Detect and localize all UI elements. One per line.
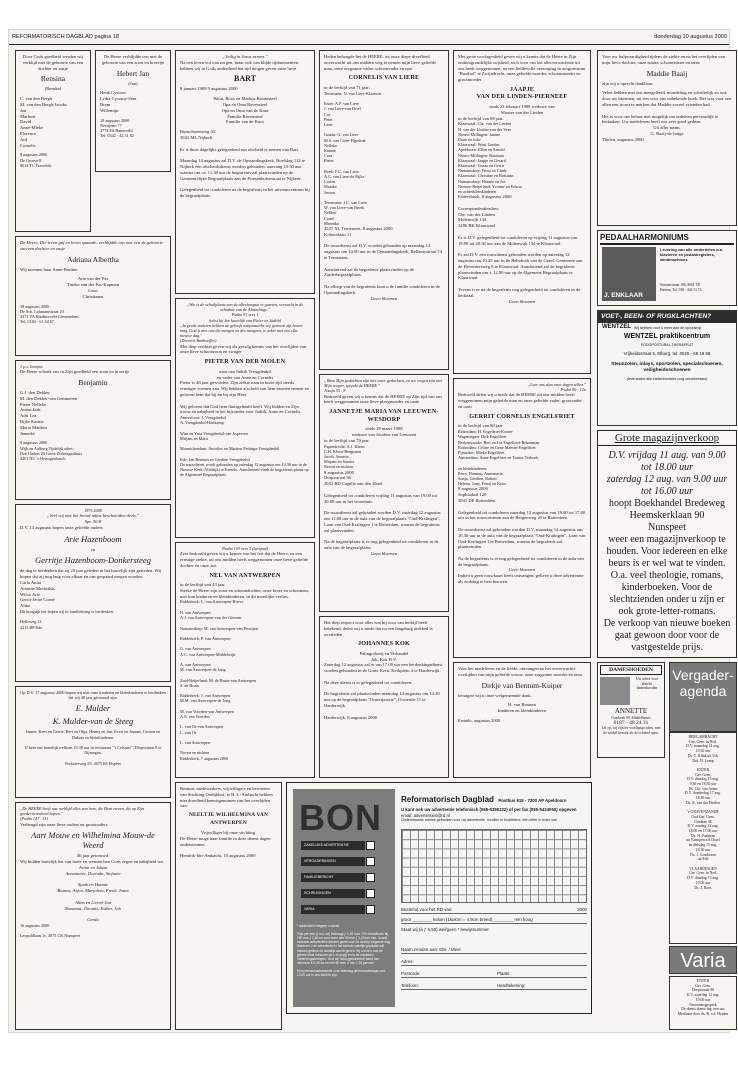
ad-address: Vrijheidsstraat 6, Elburg, tel. 0525 - 69 19 59 [623,351,711,357]
obituary-jaapje-van-der-linden [453,50,591,374]
announcement-family: C. van den Bergh M. van den Bergh-Jacobs Jan Marleen David Anne-Mieke Florence Ard Cornelis [20,96,67,148]
ad-line-4: tot 16.00 uur [641,486,693,497]
obituary-name: JANNETJE MARIA VAN LEEUWEN-WESDORP [329,408,439,423]
obituary-name: PIETER VAN DER MOLEN [204,358,286,366]
page-header [9,30,729,45]
obituary-verse: „Leer ons alzo onze dagen tellen." Psalm 90 : 12a [527,382,586,393]
varia-header [669,946,737,974]
coupon-title: Reformatorisch Dagblad [401,795,494,804]
obituary-name: JOHANNES KOK [357,640,411,648]
obituary-name: BART [234,74,256,84]
ad-name: ANNETTE [614,707,648,715]
announcement-family: G.J. den Dekker M. den Dekker-van Gemmeren Pieter Nelleke Anton Izak Adri Lea Bijke Karina Maria Matthea Janneke [20,390,78,436]
coupon-question-date[interactable] [401,907,587,914]
anniversary-body: Wij bidden hartelijk het van harte en wensen hen Gods zegen en nabijheid toe. [20,859,165,865]
advertisement-order-coupon [286,782,592,1014]
obituary-intro: Bedroefd geven wij u kennis dat de HEERE op Zijn tijd van ons heeft weggenomen onze lieve pleegmoeder en tante [324,393,443,405]
obituary-body: Pieter is 46 jaar geworden. Zijn ziekte nam in korte tijd steeds ernstiger vormen aan. Wij hebben afscheid van hem moeten nemen en geloven hem dat hij nu bij zijn Heer. Wij geloven dat God hem thuisgehaald heeft. Wij bidden en Zijn troost en nabijheid in het bijzonder voor Judith, Anne en Cornelis. [180,380,309,415]
obituary-verse-2: „In geede vaderen hebben de geloofs tempiasterks wij getroost zijt boven mag. God is met ons die morgen en des morgens, te zeker met ons elke nieuwe dag." (Dietrich Bonhoeffer) [180,322,303,344]
obituary-end: De rouwdienst wordt gehouden op zaterdag 12 augustus om 10.30 uur in de Nieuwe Kerk (Voldrijk) te Ermelo. Aansluitend vindt de begrafenis plaats op de Algemene Begraafplaats. [180,461,309,478]
ad-brand: J. ENKLAAR [604,292,644,300]
obituary-intro: Het diep respect voor alles wat hij voor ons bedrijf heeft betekend, delen wij u mede dat na een langdurig ziekbed is overleden [324,620,433,637]
coupon-question-size[interactable]: groot ________ kolom (1kolom = 4.9cm breed) ________ mm hoog [401,917,587,924]
coupon-question-year: 2000 [577,907,587,912]
coupon-bon-word: BON [299,797,382,838]
obituary-family: Wout, Roos en Mathijs Ravensteel Opa en Oma Ravensteel Opa en Oma van de Knot Familie Ravensteel Familie van de Knot [213,96,277,125]
obituary-sub: sinds 23 februari 1988 weduwe van Wouter van der Linden [489,103,555,115]
anniversary-name-2: K. Mulder-van de Steeg [52,716,134,727]
thanks-name: Maddie Baaij [646,68,688,78]
thanks-family: H. van Bentum kinderen en kleinkinderen [498,702,546,714]
ad-note: Let op, wij zijn ter voorlopige adres, met de winkel bezoek als de ochtend open. [601,726,661,735]
coupon-signature-label: Handtekening: [497,983,526,988]
coupon-email: email: advertenties@rd.nl [401,812,450,818]
obituary-verse: „Veilig in Jezus armen." [222,54,268,59]
obituary-end: Geen bloemen [508,298,536,304]
obituary-family: Amersfoort: J. Vreugdenhil A. Vreugdenhil-Hartkamp Wim en Yma Vreugdenhil-van Aspersen Mirjam en Marti Monnickendam: Ansolies en Martien Pettinga-Vreugdenhil Ede: Jan Bentum en Gerdine Vreugdenhil [180,415,280,462]
ad-line-1: D.V. vrijdag 11 aug. van 9.00 [608,450,726,461]
ad-line-2: tot 18.00 uur [641,462,693,473]
ad-line: PODOPOSTURAL THERAPEUT [640,342,694,347]
anniversary-name-2: Gerritje Hazenboom-Donkersteeg [35,555,151,566]
obituary-intro: Zeer bedroefd geven wij u kennis van het feit dat de Heere, na een ernstige ziekte, uit ons midden heeft weggenomen onze lieve geliefde dochter en onze zus [180,551,309,568]
anniversary-end: Dit hoogtijk het hopen wij in familiekring te herdenken. Holleweg 21 4213 BP Ede [20,608,114,630]
anniversary-sub: 40 jaar getrouwd. [76,853,110,859]
obituary-age: in de leeftijd van 80 jaar. [458,423,504,429]
coupon-option-label: SCHRIJVINGEN [301,889,365,898]
obituary-body: Pattershoek, 8 augustus 2000 Correspondentieadres: Chr. van der Linden Molenwijk 134 3286 BK Klaaswaal Er is D.V. gelegenheid tot condoleren op vrijdag 11 augustus van 19.00 tot 20.30 uur aan de Molenwijk 134 te Klaaswaal. Er zal D.V. een rouwdienst gehouden worden op zaterdag 12 augustus om 10.45 uur in de Rehoboth van de Geref. Gemeente aan de Hoveniersweg 8 te Klaaswaal. Aansluitend zal de begrafenis plaatsvinden om ± 12.00 uur op de Algemene Begraafplaats te Klaaswaal. Tevens is er na de begrafenis nog gelegenheid tot condoleren in de kerkzaal. [458,194,583,298]
obituary-sub: man van Judith Vreugdenhil en vader van Anne en Cornelis [216,368,274,380]
coupon-option-checkbox[interactable] [366,905,375,914]
varia-header-vergader [669,662,737,732]
ad-sub: Wij hebben voor u meer dan de oplossing! [634,325,702,330]
obituary-body: Sterke de Heere zijn zoon en schoondochter, onze broer en schoonzus, met hun kinderen en kleinkinderen, in dit moeilijke verlies. [180,587,310,599]
coupon-postbus: Postbus 615 - 7300 AP Apeldoorn [498,798,567,803]
obituary-body: 8 augustus 2000 Sophiadaal 120 3041 DE Rotterdam Gelegenheid tot condoleren zaterdag 12 augustus van 18.00 tot 17.00 uur in het rouwcentrum aan de Bergenweg 20 te Rotterdam. De rouwdienst zal gehouden worden D.V. maandag 14 augustus om 10.30 uur in de aula van de begraafplaats "Oud-Kralingen", Laan van Oud-Kralingen 1 te Rotterdam, waarna de begrafenis zal plaatsvinden. Na de begrafenis is er nog gelegenheid tot condoleren in de aula van de begraafplaats. [458,486,586,567]
ad-sub: Uw adres voor [635,677,659,681]
ad-line-7: Nunspeet [648,522,686,533]
coupon-phone-label: Telefoon: [401,983,419,988]
ad-text: Steunzolen, inlays, sportzolen, specialschoenen, veiligheidsschoenen [611,361,723,373]
newspaper-page [9,30,734,1032]
obituary-age: in de leeftijd van 71 jaar. [324,84,370,90]
ad-title: PEDAALHARMONIUMS [600,233,734,245]
obituary-pieter-van-der-molen [175,298,315,538]
obituary-age: in de leeftijd van 79 jaar. [324,437,370,443]
varia-title-2: Varia [680,950,726,972]
announcement-subname: (Renske) [44,86,62,92]
coupon-option-checkbox[interactable] [366,873,375,882]
ad-address: Oosthoek 90, Middelharnis [611,716,651,720]
obituary-cornelis-van-liere [319,50,449,370]
thanks-sub: zijn wij u oprecht dankbaar. [602,80,654,86]
anniversary-years: 1975 2000 [84,508,102,513]
anniversary-intro: Op D.V. 17 augustus 2000 hopen wij met onze kinderen en kleinkinderen te herdenken dat wij 40 jaar getrouwd zijn. [20,690,166,701]
coupon-option-checkbox[interactable] [366,889,375,898]
anniversary-children: Arina en Johan Annemarie, Dorinda, Stefanie Sjaak en Hannie Bianca, Arjen, Marjolein, Freek, Janet Allen en Gerrit-Jan Rozanna, Theunis, Esther, Job Gerda [57,865,129,923]
header-left: REFORMATORISCH DAGBLAD pagina 18 [12,34,120,40]
announcement-date: 8 augustus 2000 De Groeve 8 8014 TC Frawelds [20,152,52,168]
announcement-subname: Wij noemen haar Anne-Bertine. [20,266,79,272]
coupon-option-label: FAMILIEBERICHT [301,873,365,882]
announcement-date: 18 augustus 2000 De Sch. Lokmantstraat 20 3371 VA Hardinxveld-Giessendam Tel. 0184 - 61 44 67 [20,303,79,325]
birth-announcement-benjamin [15,360,171,500]
coupon-right-panel [401,789,587,988]
thanks-dirkje-van-bentum [453,662,591,778]
obituary-intro: Na een leven vol van zorgen, maar ook van blijde tijdmomenten, hebben wij in Gods ondertheid het tijd mogen geven onze lieve [180,59,300,71]
obituary-intro: Heden behaagde het de HEERE, tot onze diepe droefheid, onverwacht uit ons midden weg te nemen mijn lieve geliefde man, onze zorgzame vader, schoonvader en opa [324,54,437,71]
obituary-body: Bunschotenweg 63 3941 ML Nijkerk Er is thuis dagelijks gelegenheid om afscheid te nemen van Bart. Maandag 14 augustus zal D.V. de Opstandingskerk, Hoefslag 112 te Nijkerk een afscheidsdienst worden gehouden, aanvang 10.30 uur, waarna om ca. 11.30 uur de begrafenis zal plaatsvinden op de Gemeentelijke Begraafplaats aan de Prinsenhofsestraat te Nijkerk. Gelegenheid tot condoleren na de begrafenis in het uitvaartcentrum bij de begraafplaats. [180,129,310,198]
coupon-option-label: VERGADERINGEN [301,857,365,866]
ad-phone: 0187 - 48 24 31 [613,719,649,726]
obituary-body: 8 augustus 2000 Dorpsstraat 36 2952 BD Capelle aan den IJssel Gelegenheid tot condoleren vrijdag 11 augustus van 19.00 tot 20.00 uur in het woonhuis. De rouwdienst zal gehouden worden D.V. zaterdag 12 augustus om 11.00 uur in de aula van de begraafplaats "Oud-Kralingen", Laan van Oud-Kralingen 1 te Rotterdam, waarna de begrafenis zal plaatsvinden. Na de begraafplaats is er nog gelegenheid tot condoleren in de aula van de begraafplaats. [324,469,441,550]
ad-pedaalharmoniums [597,230,737,306]
coupon-field-name[interactable]: Naam zenden aan: Dhr. / Mevr. [401,947,587,954]
thanks-end: Tholen, augustus 2000 [602,136,644,142]
vergader-agenda-list [669,732,737,944]
varia-list [669,976,737,1030]
obituary-name: JAAPJE VAN DER LINDEN-PIERNEEF [476,85,568,101]
vergader-agenda-body: BERGAMBACHT Ger. Gem. in Ned. D.V. maandag 14 aug. 19.30 uur Ds. Y. Klink uit Urk Drd. H. Lemp ENTER Ger. Gem. D.V. dinsdag 15 aug. 9.30 en 18.30 uur Ds. Chr. van Aalen D.V. donderdag 17 aug. 18.30 uur Ds. R. van der Heiden 's-GRAVENZANDE Oud Ger. Gem. Ganlaan 48 D.V. zondag 13 aug. 18.00 en 17.00 uur Ds. H. Paalman uit Krimpen a/d IJssel en dinsdag 15 aug. 18.30 uur Ds. J. Goudriaan uit Ede VLAARDINGEN Ger. Gem. in Ned. D.V. dinsdag 15 aug. 19.00 uur Ds. J. Roos [685,735,721,890]
ad-title: Grote magazijnverkoop [598,431,736,446]
announcement-intro: De Heere, Die leven gaf en leven spaarde, verblijdde ons met een de geboorte van een dochter en zusje [20,240,164,251]
obituary-verse: „Want Mijn gedachten zijn niet uwer gedachten, en uw wegen zijn niet Mijn wegen, spreekt de HEERE." Jesaja 55 : 8 [324,378,443,394]
obituary-body: Zaterdag 12 augustus zal er om 17.00 uur een herdenkingsdienst worden gehouden in de Grote Kerk, Kerkplein 4 te Harderwijk. Na deze dienst is er gelegenheid tot condoleren. De begrafenis zal plaatsvinden maandag 14 augustus om 14.30 uur op de begraafplaats "Oosterpoorte", Oostende 11 te Harderwijk. Harderwijk, 8 augustus 2000 [324,662,443,720]
coupon-line-1: U kunt ook uw advertentie telefonisch (055-5390222) of per fax (055-5424060) opgeven [401,807,577,812]
obituary-verse: „Wie is de schuilplaats van de allerhoogste te gezeten, vernacht in de schaduw van de Almachtige." Psalm 91 vers 1 (tekst bij het huwelijk van Pieter en Judith) [186,302,304,323]
varia-body: ENTER Ger. Gem. Dorpsstraat 80 D.V. zaterdag 12 aug. 19.00 uur Pastoraatsgesprek De dienst dienst ing. een uur Meditatie door ds. B. v.d. Heiden [677,979,729,1016]
coupon-option-label: ZAKELIJKE ADVERTENTIE [301,841,365,850]
obituary-verse: Psalm 103 vers 3 (berijmd) [222,546,268,551]
ad-text: Levering van alle onderdelen o.a. klavieren en pedaalregisters, windmachines [660,247,724,262]
anniversary-name-1: Arie Hazenboom [64,533,122,544]
obituary-intro: Bestuur, medewerkers, vrijwilligers en bewoners van Stichting Oudijkhof, te H.-I.-Ambacht hebben met droefheid kennisgenomen van het overlijden van [180,786,273,809]
obituary-intro: Met grote verslagenheid geven wij u kennis dat de Heere in Zijn ondoorgrondelijke wijsheid, toch voor ons het allerverwachtste uit ons heeft weggenomen, na een liefdevolle verzorging in zorgcentrum "Rusthof" te Zwijndrecht, onze geliefde moeder, schoonmoeder en grootmoeder [458,54,586,83]
birth-announcement-rensina [15,50,91,232]
ad-address: Stationsstraat 186, 8061 TD Hattem, Tel. 038 - 444 31 74 [660,283,702,292]
anniversary-verse: „De HEERE heeft ons verblijd alles van hem, die Hem vrezen, die op Zijn goedertierenheid hopen." (Psalm 147 : 11) [20,806,144,822]
obituary-family: Ridderkerk: L. van Antwerpen-Hoeve H. van Antwerpen A.J. van Antwerpen-van der Giessen Numansdorp: M. van Antwerpen-van Prooijen Ridderkerk: P. van Antwerpen G. van Antwerpen A.C. van Antwerpen-Middelwijk A. van Antwerpen M. van Antwerpen-de Jong Zuid-Beijerland: M. de Bruin-van Antwerpen S. de Bruin Ridderkerk: J. van Antwerpen M.M. van Antwerpen-de Jong M. van Voorden-van Antwerpen A.S. van Voorden L. van Os-van Antwerpen L. van Os L. van Antwerpen Neven en nichten [180,599,258,756]
announcement-name: Rensina [40,74,66,84]
obituary-intro: Met diep verdriet geven wij als gevolg kennis van het overlijden van onze lieve schoonzoon en zwager [180,343,307,355]
anniversary-mouw [15,802,171,1030]
ad-line-5: hoopt Boekhandel Bredeweg [608,498,726,509]
thanks-body: Velen hebben met ons meegeleefd, mondeling en schriftelijk en ook door uw bloemen, uit een voor ons onbekende hoek. Het was voor ons allen een troost te merken dat Maddie zoveel vrienden had. Het is voor ons helaas niet mogelijk om iedereen persoonlijk te bedanken. Uw medeleven heeft ons zeer goed gedaan. [602,90,732,125]
coupon-option-checkbox[interactable] [366,857,375,866]
ad-body: weer een magazijnverkoop te houden. Voor iedereen en elke beurs is er wel wat te vinden. O.a. veel theologie, romans, kinderboeken. Voor de slechtzienden onder u zijn er ook grote-letter-romans. [606,534,728,617]
ad-wentzel [597,310,737,426]
obituary-sub: Vrijwilliger bij onze stichting. [200,830,257,836]
coupon-field-postcode[interactable] [401,971,587,978]
birth-announcement-adriana [15,236,171,356]
hat-photo [600,677,630,705]
thanks-sign: Uit aller naam, G. Baaij-de Jonge [650,125,684,136]
ad-line-3: zaterdag 12 aug. van 9.00 uur [606,474,728,485]
thanks-name: Dirkje van Bentum-Kuiper [481,680,563,690]
announcement-intro: Door Gods goedheid werden wij verblijd met de geboorte van een dochter en zusje [22,54,84,71]
coupon-option-checkbox[interactable] [366,841,375,850]
obituary-end: Geen bloemen [370,550,398,556]
coupon-left-panel [293,789,395,1007]
header-date: donderdag 10 augustus 2000 [654,34,727,40]
coupon-option-label: VARIA [301,905,365,914]
anniversary-mulder [15,686,171,798]
obituary-neeltje-wilhelmina [175,782,282,1030]
ad-dameshoeden [597,662,665,758]
obituary-note: Indien u geen rouwkaart heeft ontvangen, gelieve u deze advertentie als zodanig te beschouwen. [458,573,584,585]
obituary-sub: Palingrokerij en Vishandel Joh. Kok B.V. [359,650,409,662]
announcement-subname: (Jan) [128,80,138,86]
announcement-family: Arie van der Pas Tineke van der Pas-Kapman Leon Christiaans [66,276,119,299]
anniversary-en: en [90,546,96,552]
varia-title-1: Vergader-agenda [672,667,734,699]
obituary-name: NEL VAN ANTWERPEN [209,571,281,579]
anniversary-body: de dag te herdenken dat zij 25 jaar geleden in het huwelijk zijn getreden. Wij hopen dat zij nog lang voor elkaar en ons gespaard mogen worden. [20,568,162,580]
coupon-question-date-label: Bestemd voor het RD van: [401,907,453,912]
ad-brand-2: WENTZEL praktikcentrum [623,332,711,340]
announcement-name: Benjamin [78,378,108,387]
obituary-body: De Heere moge haar familie in deze dienst dagen ondersteunen. Hendrik-Ido-Ambacht, 10 augustus 2000 [180,835,271,859]
harmonium-photo [602,247,656,301]
ad-line-6: Heemskerklaan 90 [629,510,705,521]
announcement-date: 8 augustus 2000 Wijk en Aalburg Tijdelijk adres: Den Oudert 20 Groot Ziekengasthuis 4261 NC 's-Hertogenbosch [20,440,83,461]
coupon-fine-print: * aankruisen hetgeen u wenst Prijs per mm (1 kol. en) bedraagt ƒ 1,25 voor 70% bruto/bruto bij 150 mm ƒ 1,60 en voor meer dan 50 mm ƒ 1,19 per mm. Vooraf betaalde advertenties worden gezet voor de daarop volgende dag. Wanneer u de advertentie in het tweede zakelijk geplaatst wilt hebben gelieve dit duidelijk aan te geven. Bij u kunt u ook de gehele tekst toesturen (b.v. in kopij) en in de rubrieken Varia/Vergaderingen. Voor de Varia (gesorteerd) tarief mm minimum € 2,45 tot en met 50 mm. 1 mm 1,33 per mm Een persoonsadvertentie voor zaterdag dient donderdags voor 13.00 uur in ons bezit te zijn. [297,924,391,978]
anniversary-body: Jannie, Kees en Gerrie, Bert en Olga, Henny en Jan, Evert en Joanne, Gossen en Dakota en kleinkinderen. U bent ons hartelijk welkom 19.30 uur in restaurant "'t Celsiuss", Dorpsstraat 8 te Nijmegen. Perkoterweg 55, 4075 BJ Elspeet [24,729,162,766]
thanks-intro: Voor het medeleven en de liefde, ontvangen na het onverwachte overlijden van mijn geliefde vrouw, onze zorgzame moeder en oma [458,666,582,677]
birth-announcement-hebert [95,50,171,172]
ad-title: DAMESHOEDEN [600,665,662,675]
announcement-verse: 1 p.s. Ioanjus [20,364,43,369]
announcement-name: Adriana Albertha [67,254,119,264]
obituary-age: in de leeftijd van 88 jaar. [458,115,504,121]
announcement-family: Henk Cysouw Lydia Cysouw-Sent Bram Willemijn [100,90,137,113]
ad-end: De verkoop van nieuwe boeken gaat gewoon door voor de vastgestelde prijs. [603,618,731,653]
coupon-field-phone[interactable] [401,983,587,990]
ad-sub-2: allerlei dameshoeden [636,681,658,691]
obituary-age: in de leeftijd van 43 jaar. [180,582,226,588]
obituary-jannetje-maria [319,374,449,612]
announcement-intro: De Heere schonk ons in Zijn goedheid een zoon en broertje [20,369,130,375]
obituary-dates: 8 januari 1909 9 augustus 2000 [180,86,238,92]
obituary-end: Geen bloemen [370,295,398,301]
coupon-postcode-label: Postcode: [401,971,421,976]
anniversary-hazenboom [15,504,171,682]
thanks-maddie-baaij [597,50,737,226]
coupon-line-3: Onderstaande rubriek gebruiken voor uw advertentie. Invullen in blokletters, één letter in ieder vak [401,818,557,822]
coupon-place-label: Plaats: [497,971,511,976]
anniversary-end: 16 augustus 2000 Leopoldlaan 1c, 4073 CK Nunspeet [20,922,81,939]
ad-brand: WENTZEL [602,324,631,330]
announcement-name: Hebert Jan [116,68,150,78]
obituary-johannes-kok [319,616,449,778]
ad-title: VOET-, BEEN- OF RUGKLACHTEN? [598,311,736,323]
anniversary-verse: „Veel wij met het brood mijns beschoeiden deels." Spr. 30:8 [46,513,140,524]
obituary-sub: sinds 18 maart 1988 weduwe van Jacobus van Leeuwen [351,426,417,437]
announcement-date: 10 augustus 2000 Neerijnen 77 3772 ES Barneveld Tel. 0342 - 42 31 82 [100,117,134,139]
obituary-bart [175,50,315,294]
obituary-family: Papendrecht: A.J. Kleen C.H. Kleen-Bergmans Jacob, Annette, Mirjam en Sander Neven en nichten [324,443,365,470]
thanks-intro: Voor uw hulpvaardigheid tijdens de ziekte en na het overlijden van mijn lieve dochter, onze zuster, schoonzuster en tante [602,54,725,65]
thanks-sub: betuigen wij u onze welgemeende dank. [458,692,532,698]
announcement-intro: De Heere verblijdde ons met de geboorte van een zoon en broertje [101,54,165,65]
obituary-name: NEELTJE WILHELMINA VAN ANTWERPEN [188,812,269,826]
thanks-end: Ermelo, augustus 2000 [458,717,501,723]
coupon-field-address[interactable]: Adres: [401,959,587,966]
coupon-question-proof[interactable]: Staat wij (à ƒ 5,50) wel/geen * bewijsnummer. [401,927,490,932]
anniversary-name-1: E. Mulder [75,703,111,714]
anniversary-intro: D.V. 14 augustus hopen onze geliefde ouders [20,524,103,530]
obituary-end: Ridderkerk, 7 augustus 2000 [180,755,229,761]
obituary-intro: Bedroefd delen wij u mede dat de HEERE uit ons midden heeft weggenomen mijn geliefde man en onze geliefde vader, grootvader en oom [458,392,582,409]
obituary-family: Rotterdam: H. Engelfriet-Kooter Wageningen: Dirk Engelfriet Berkenwoude: Bert en Lia Engelfriet-Bekenman Rotterdam: Celine en Gene Maestri-Engelfriet Pijnacker: Mieke Engelfriet Amsterdam: Anne Engelfriet en Tomas Verhoek en kleinkinderen: Petra, Harman, Annemarie, Sonja, Gerdien, Robert Helena, Joep, Fenaj en Koos [458,429,540,487]
ad-magazijnverkoop [597,430,737,658]
coupon-letter-grid[interactable] [401,829,587,903]
anniversary-intro: Verheugd zijn onze lieve ouders en grootouders [20,821,108,827]
obituary-family: Klaaswaal: Chr. van der Linden H. van der Linden-van der Veer Nieuw-Millingen: Janine Daan en Joke Klaaswaal: Wout Linden Apeldoorn: Ellen en Arnold Nieuw-Millingen: Bastiaan Klaaswaal: Jaapje en Gerard Klaaswaal: Gonia en Gerrit Numansdorp: Wout en Cindy Klaaswaal: Christine en Bastiaan Numansdorp: Hannie en Jos Nieuwe-Beijerland: Yvonne en Edwin en achterkleinkinderen [458,121,522,195]
obituary-name: GERRIT CORNELIS ENGELFRIET [469,412,575,420]
ad-note: (leverancier alle ziekenfondsen zorg-verzekeraars) [626,376,708,381]
anniversary-name: Aart Mouw en Wilhelmina Mouw-de Weerd [31,830,155,851]
obituary-name: CORNELIS VAN LIERE [348,74,420,82]
obituary-gerrit-engelfriet [453,378,591,658]
obituary-end: Geen bloemen [508,567,536,573]
obituary-family: Terneuzen: N. van Liere-Klaassen Enter: A.P. van Liere J. van Liere-van Driel Cor Peter Leen Gouda: G. van Liere M.S. van Liere-Pijpelink Nelleke Rianne Cora Pieter Boek: F.C. van Liere A.C. van Liere-de Rijke Corien Maaike Jeroen Terneuzen: J.C. van Liere W. van Liere-van Broek Nelline Corné Marenka [324,90,382,226]
obituary-body: 4537 XL Terneuzen, 8 augustus 2000 Koboorlaan 11 De rouwdienst zal D.V. worden gehouden op maandag 14 augustus om 14.00 uur in de Opstandingskerk, Bellamystraat 74 te Terneuzen. Aansluitend zal de begrafenis plaatsvinden op de Zuiderbegraafplaats. Na afloop van de begrafenis kunt u de familie condoleren in de Opstandingskerk. [324,225,442,295]
obituary-nel-van-antwerpen [175,542,315,778]
anniversary-children: Carla Anita Arianne Mechtilda Wilco Arie Gerrit-Jeroe Corné Aline [20,579,55,609]
